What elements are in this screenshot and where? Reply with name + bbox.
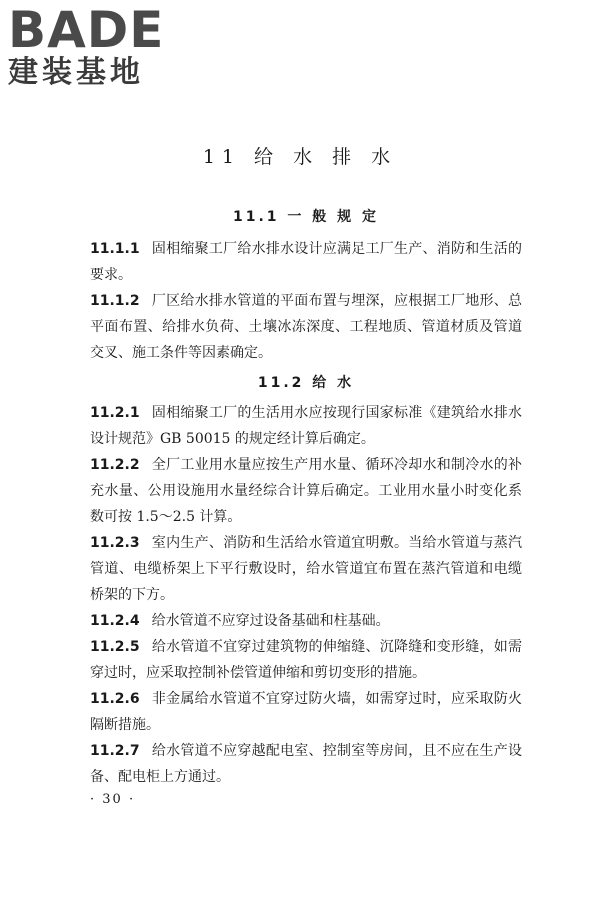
logo [8, 1, 178, 90]
clause [90, 288, 522, 366]
clause-number: 11.2.2 [90, 457, 140, 473]
clause-text: 给水管道不宜穿过建筑物的伸缩缝、沉降缝和变形缝，如需穿过时，应采取控制补偿管道伸缩和剪切变形的措施。 [90, 639, 522, 681]
clause-number: 11.2.1 [90, 405, 140, 421]
clause [90, 452, 522, 530]
clause-number: 11.2.3 [90, 535, 140, 551]
section-heading: 11.2 给 水 [257, 375, 355, 391]
clause [90, 400, 522, 452]
clause [90, 236, 522, 288]
clause-text: 固相缩聚工厂给水排水设计应满足工厂生产、消防和生活的要求。 [90, 241, 522, 283]
clause-text: 固相缩聚工厂的生活用水应按现行国家标准《建筑给水排水设计规范》GB 50015 的规定经计算后确定。 [90, 405, 522, 447]
clause-number: 11.2.7 [90, 743, 140, 759]
clause-text: 给水管道不应穿越配电室、控制室等房间，且不应在生产设备、配电柜上方通过。 [90, 743, 522, 785]
clause [90, 530, 522, 608]
clause [90, 608, 522, 634]
clause-text: 给水管道不应穿过设备基础和柱基础。 [151, 613, 390, 629]
section-body [90, 400, 522, 790]
chapter-title: 11 给 水 排 水 [202, 146, 398, 168]
logo-subtitle: 建装基地 [8, 55, 144, 90]
clause-number: 11.2.6 [90, 691, 140, 707]
clause [90, 686, 522, 738]
clause-number: 11.2.4 [90, 613, 140, 629]
clause-text: 非金属给水管道不宜穿过防火墙，如需穿过时，应采取防火隔断措施。 [90, 691, 522, 733]
logo-wordmark: BADE [8, 1, 165, 59]
clause-number: 11.2.5 [90, 639, 140, 655]
page-number: · 30 · [90, 792, 136, 807]
clause-number: 11.1.1 [90, 241, 140, 257]
section-heading: 11.1 一 般 规 定 [232, 209, 380, 225]
clause-number: 11.1.2 [90, 293, 140, 309]
section-body [90, 236, 522, 366]
clause-text: 厂区给水排水管道的平面布置与埋深，应根据工厂地形、总平面布置、给排水负荷、土壤冰冻深度、工程地质、管道材质及管道交叉、施工条件等因素确定。 [90, 293, 522, 361]
clause [90, 634, 522, 686]
clause-text: 全厂工业用水量应按生产用水量、循环冷却水和制冷水的补充水量、公用设施用水量经综合计算后确定。工业用水量小时变化系数可按 1.5～2.5 计算。 [90, 457, 522, 525]
clause-text: 室内生产、消防和生活给水管道宜明敷。当给水管道与蒸汽管道、电缆桥架上下平行敷设时，给水管道宜布置在蒸汽管道和电缆桥架的下方。 [90, 535, 522, 603]
clause [90, 738, 522, 790]
